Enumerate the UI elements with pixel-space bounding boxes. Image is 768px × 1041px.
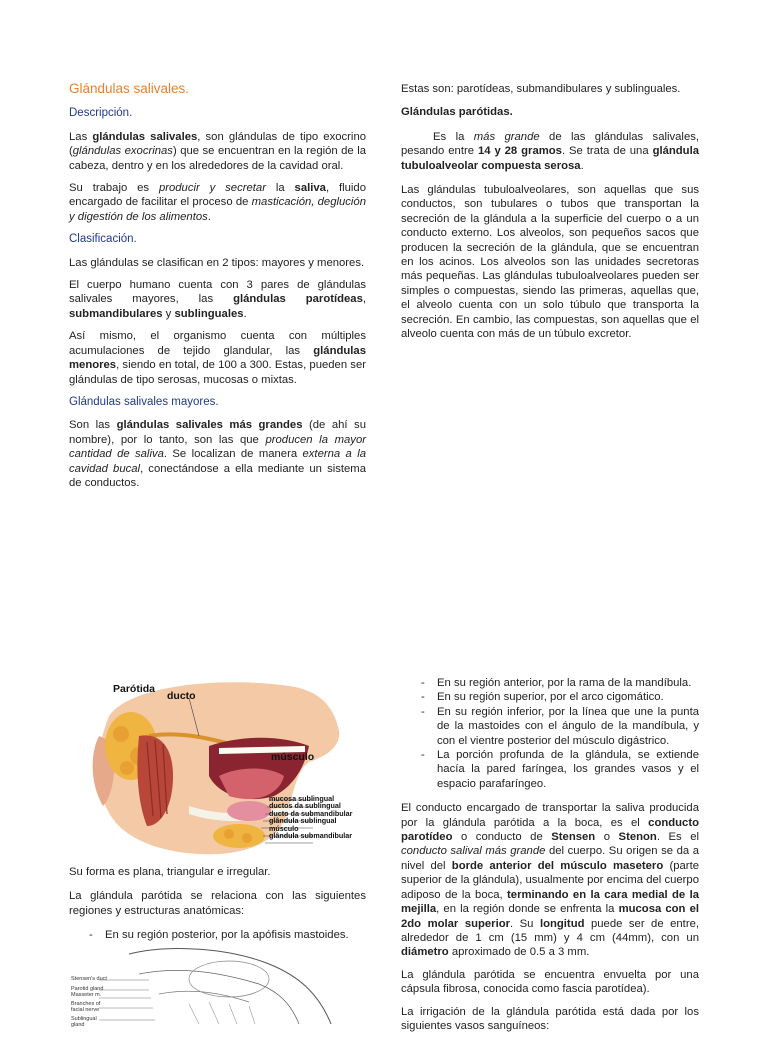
bold-text: Stenon [618,831,657,844]
paragraph: Así mismo, el organismo cuenta con múltiples acumulaciones de tejido glandular, las glándulas menores, siendo en total, de 100 a 300. Estas, pueden ser glándulas de tipo serosas, mucosas o mixtas. [69,330,366,386]
line-drawing-svg [69,944,366,1024]
paragraph: Su forma es plana, triangular e irregular. [69,866,271,878]
label-ducto-submandibular: ducto da submandibular [269,808,353,818]
heading-mayores: Glándulas salivales mayores. [69,395,219,408]
label-parotida: Parótida [113,683,156,695]
bold-text: Stensen [551,831,596,844]
bold-text: conducto parotídeo [401,816,699,844]
heading-clasificacion: Clasificación. [69,233,137,246]
paragraph: La glándula parótida se relaciona con las siguientes regiones y estructuras anatómicas: [69,890,366,917]
paragraph: La glándula parótida se encuentra envuelta por una cápsula fibrosa, conocida como fascia parotídea). [401,968,699,996]
bold-text: glándulas salivales [92,130,198,143]
parotid-line-drawing [69,944,366,1028]
paragraph: Las glándulas se clasifican en 2 tipos: mayores y menores. [69,256,365,269]
bold-text: submandibulares [69,307,163,320]
label-parotid-gland: Parotid gland [71,986,104,992]
paragraph: Las glándulas salivales, son glándulas de tipo exocrino (glándulas exocrinas) que se encuentran en la región de la cabeza, dentro y en los alrededores de la cavidad oral. [69,130,367,172]
label-musculo: músculo [271,751,315,763]
figure-labels-list [269,795,352,839]
paragraph: El cuerpo humano cuenta con 3 pares de glándulas salivales mayores, las glándulas parotídeas, submandibulares y sublinguales. [69,279,367,320]
list-item: - En su región posterior, por la apófisis mastoides. [89,928,366,942]
bold-text: glándulas parotídeas [233,293,363,306]
salivary-glands-illustration [69,676,366,858]
italic-text: externa a la cavidad bucal [69,448,366,475]
bold-text: terminando en la cara medial de la mejilla [401,888,699,916]
relations-list-right [401,676,699,791]
label-ducto: ducto [167,690,196,702]
italic-text: producir y secretar [158,182,266,195]
italic-text: masticación, deglución y digestión de los alimentos [69,196,366,223]
heading-parotidas: Glándulas parótidas. [401,106,513,119]
bold-text: glándulas salivales más grandes [116,419,303,432]
paragraph: Es la más grande de las glándulas salivales, pesando entre 14 y 28 gramos. Se trata de una glándula tubuloalveolar compuesta serosa. [401,130,700,172]
list-item: - En su región anterior, por la rama de la mandíbula. [421,676,699,690]
paragraph: Su trabajo es producir y secretar la saliva, fluido encargado de facilitar el proceso de masticación, deglución y digestión de los alimentos. [69,182,366,223]
label-stensens-duct: Stensen's duct [71,976,107,982]
bold-text: diámetro [401,946,449,959]
list-item: - En su región inferior, por la línea que une la punta de la mastoides con el ángulo de la mandíbula, y con el vientre posterior del músculo digástrico. [421,705,699,748]
paragraph: Las glándulas tubuloalveolares, son aquellas que sus conductos, son tubulares o tubos que transportan la secreción de la glándula a la superficie del cuerpo o a un conducto externo. Los alveolos, son pequeños sacos que producen la secreción de la glándula, que se encuentran en los acinos. Los alveolos son las unidades secretoras más pequeñas. Las glándulas tubuloalveolares pueden ser simples o compuestas, siendo las primeras, aquellas que, el alveolo cuenta con un solo túbulo que transporta la secreción. En cambio, las compuestas, son aquellas que el alveolo cuenta con más de un túbulo excretor. [401,184,699,341]
bold-text: borde anterior del músculo masetero [451,859,664,872]
page1-left-column [69,82,366,498]
bold-text: longitud [539,917,585,930]
italic-text: más grande [473,130,540,143]
list-item: - La porción profunda de la glándula, se extiende hacía la pared faríngea, los grandes vasos y el espacio parafaríngeo. [421,748,699,791]
italic-text: producen la mayor cantidad de saliva [69,433,366,461]
heading-descripcion: Descripción. [69,107,133,120]
relations-list-left [69,928,366,942]
bold-text: glándulas menores [69,344,366,372]
bold-text: 14 y 28 gramos [477,145,562,158]
italic-text: conducto salival más grande [401,845,546,858]
label-glandula-sublingual: glândula sublingual [269,816,337,826]
paragraph: La irrigación de la glándula parótida está dada por los siguientes vasos sanguíneos: [401,1005,699,1032]
bold-text: mucosa con el 2do molar superior [401,903,699,930]
label-mucosa-sublingual: mucosa sublingual [269,794,335,803]
label-masseter: Masseter m. [71,992,102,998]
label-sublingual-gland: Sublingual gland [71,1016,97,1028]
list-item: - En su región superior, por el arco cigomático. [421,690,699,704]
label-ductos-sublingual: ductos da sublingual [269,801,341,811]
bold-text: glándula tubuloalveolar compuesta serosa [401,145,700,172]
label-glandula-submandibular: glândula submandibular [269,831,353,841]
paragraph: Son las glándulas salivales más grandes (de ahí su nombre), por lo tanto, son las que producen la mayor cantidad de saliva. Se localizan de manera externa a la cavidad bucal, conectándose a ella mediante un sistema de conductos. [69,419,366,489]
page1-right-column [401,82,699,350]
paragraph: El conducto encargado de transportar la saliva producida por la glándula parótida a la boca, es el conducto parotídeo o conducto de Stensen o Stenon. Es el conducto salival más grande del cuerpo. Su origen se da a nivel del borde anterior del músculo masetero (parte superior de la glándula), usualmente por encima del cuerpo adiposo de la boca, terminando en la cara medial de la mejilla, en la región donde se enfrenta la mucosa con el 2do molar superior. Su longitud puede ser de entre, alrededor de 1 cm (15 mm) y 4 cm (44mm), con un diámetro aproximado de 0.5 a 3 mm. [401,802,699,959]
label-musculo-2: músculo [269,823,299,833]
bold-text: sublinguales [174,307,244,320]
paragraph: Estas son: parotídeas, submandibulares y sublinguales. [401,83,681,95]
label-facial-nerve: Branches of facial nerve [71,1001,101,1013]
document-title: Glándulas salivales. [69,81,190,96]
italic-text: glándulas exocrinas [72,145,173,158]
page2-right-column [401,676,699,1041]
figure2-labels [71,976,111,1028]
bold-text: saliva [294,182,326,195]
page2-left-column [69,865,366,951]
